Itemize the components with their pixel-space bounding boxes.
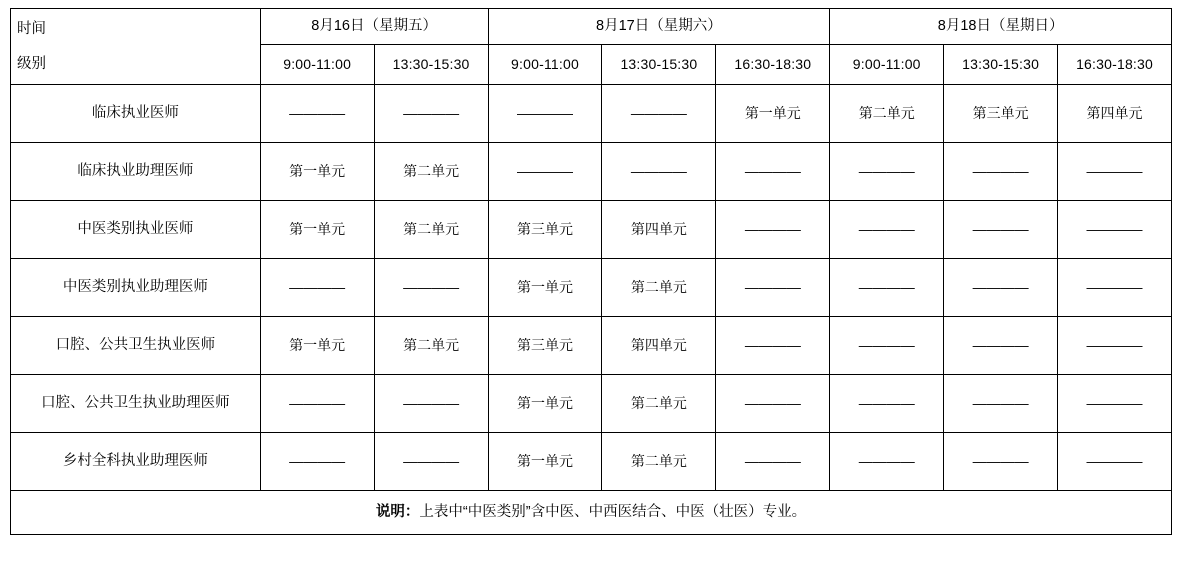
table-cell: ———— [602, 143, 716, 201]
row-label: 口腔、公共卫生执业医师 [11, 317, 261, 375]
table-cell: ———— [944, 201, 1058, 259]
table-cell: 第三单元 [944, 85, 1058, 143]
day-header-1: 8月16日（星期五） [260, 9, 488, 45]
table-cell: ———— [260, 259, 374, 317]
table-cell: ———— [1058, 375, 1172, 433]
table-cell: ———— [830, 317, 944, 375]
day-header-3: 8月18日（星期日） [830, 9, 1172, 45]
table-cell: ———— [260, 85, 374, 143]
row-label: 临床执业助理医师 [11, 143, 261, 201]
table-cell: 第一单元 [260, 317, 374, 375]
table-cell: 第一单元 [488, 375, 602, 433]
table-row [11, 375, 1172, 433]
table-cell: ———— [944, 317, 1058, 375]
row-label: 中医类别执业医师 [11, 201, 261, 259]
table-cell: ———— [944, 433, 1058, 491]
exam-schedule-table [10, 8, 1172, 535]
slot-header-4: 13:30-15:30 [602, 45, 716, 85]
table-cell: ———— [830, 201, 944, 259]
table-cell: ———— [944, 143, 1058, 201]
table-cell: 第二单元 [374, 317, 488, 375]
table-cell: 第三单元 [488, 201, 602, 259]
table-note-row [11, 491, 1172, 535]
table-cell: ———— [260, 375, 374, 433]
slot-header-8: 16:30-18:30 [1058, 45, 1172, 85]
table-cell: 第一单元 [488, 259, 602, 317]
table-cell: ———— [716, 259, 830, 317]
table-cell: 第二单元 [374, 201, 488, 259]
table-note-cell [11, 491, 1172, 535]
row-label: 乡村全科执业助理医师 [11, 433, 261, 491]
table-header-days-row [11, 9, 1172, 45]
corner-label-level: 级别 [17, 55, 46, 72]
table-corner-cell [11, 9, 261, 85]
table-cell: 第四单元 [602, 201, 716, 259]
slot-header-6: 9:00-11:00 [830, 45, 944, 85]
table-cell: ———— [830, 433, 944, 491]
table-cell: ———— [374, 375, 488, 433]
table-cell: ———— [1058, 143, 1172, 201]
table-cell: ———— [830, 375, 944, 433]
table-cell: ———— [944, 259, 1058, 317]
row-label: 临床执业医师 [11, 85, 261, 143]
table-cell: 第四单元 [602, 317, 716, 375]
table-cell: ———— [716, 433, 830, 491]
note-prefix: 说明： [375, 504, 420, 521]
table-cell: ———— [944, 375, 1058, 433]
table-cell: 第二单元 [602, 375, 716, 433]
table-cell: ———— [716, 375, 830, 433]
table-cell: ———— [716, 143, 830, 201]
note-text: 上表中“中医类别”含中医、中西医结合、中医（壮医）专业。 [419, 504, 807, 521]
table-cell: ———— [488, 85, 602, 143]
table-cell: 第一单元 [488, 433, 602, 491]
table-cell: 第二单元 [830, 85, 944, 143]
table-cell: 第一单元 [260, 201, 374, 259]
slot-header-3: 9:00-11:00 [488, 45, 602, 85]
table-cell: ———— [1058, 433, 1172, 491]
table-cell: 第二单元 [602, 433, 716, 491]
day-header-2: 8月17日（星期六） [488, 9, 830, 45]
table-cell: 第二单元 [374, 143, 488, 201]
table-cell: ———— [716, 201, 830, 259]
row-label: 口腔、公共卫生执业助理医师 [11, 375, 261, 433]
slot-header-7: 13:30-15:30 [944, 45, 1058, 85]
slot-header-5: 16:30-18:30 [716, 45, 830, 85]
table-row [11, 143, 1172, 201]
table-cell: ———— [830, 143, 944, 201]
table-cell: 第二单元 [602, 259, 716, 317]
table-cell: ———— [374, 433, 488, 491]
table-row [11, 85, 1172, 143]
table-cell: ———— [1058, 201, 1172, 259]
table-row [11, 201, 1172, 259]
corner-label-time: 时间 [17, 21, 46, 38]
table-cell: 第四单元 [1058, 85, 1172, 143]
table-cell: ———— [260, 433, 374, 491]
table-cell: ———— [374, 259, 488, 317]
table-cell: ———— [1058, 259, 1172, 317]
table-row [11, 433, 1172, 491]
row-label: 中医类别执业助理医师 [11, 259, 261, 317]
table-cell: ———— [716, 317, 830, 375]
table-cell: 第一单元 [716, 85, 830, 143]
table-cell: 第一单元 [260, 143, 374, 201]
slot-header-1: 9:00-11:00 [260, 45, 374, 85]
table-row [11, 259, 1172, 317]
table-cell: 第三单元 [488, 317, 602, 375]
table-cell: ———— [374, 85, 488, 143]
table-cell: ———— [602, 85, 716, 143]
slot-header-2: 13:30-15:30 [374, 45, 488, 85]
table-row [11, 317, 1172, 375]
table-cell: ———— [1058, 317, 1172, 375]
table-cell: ———— [488, 143, 602, 201]
table-cell: ———— [830, 259, 944, 317]
